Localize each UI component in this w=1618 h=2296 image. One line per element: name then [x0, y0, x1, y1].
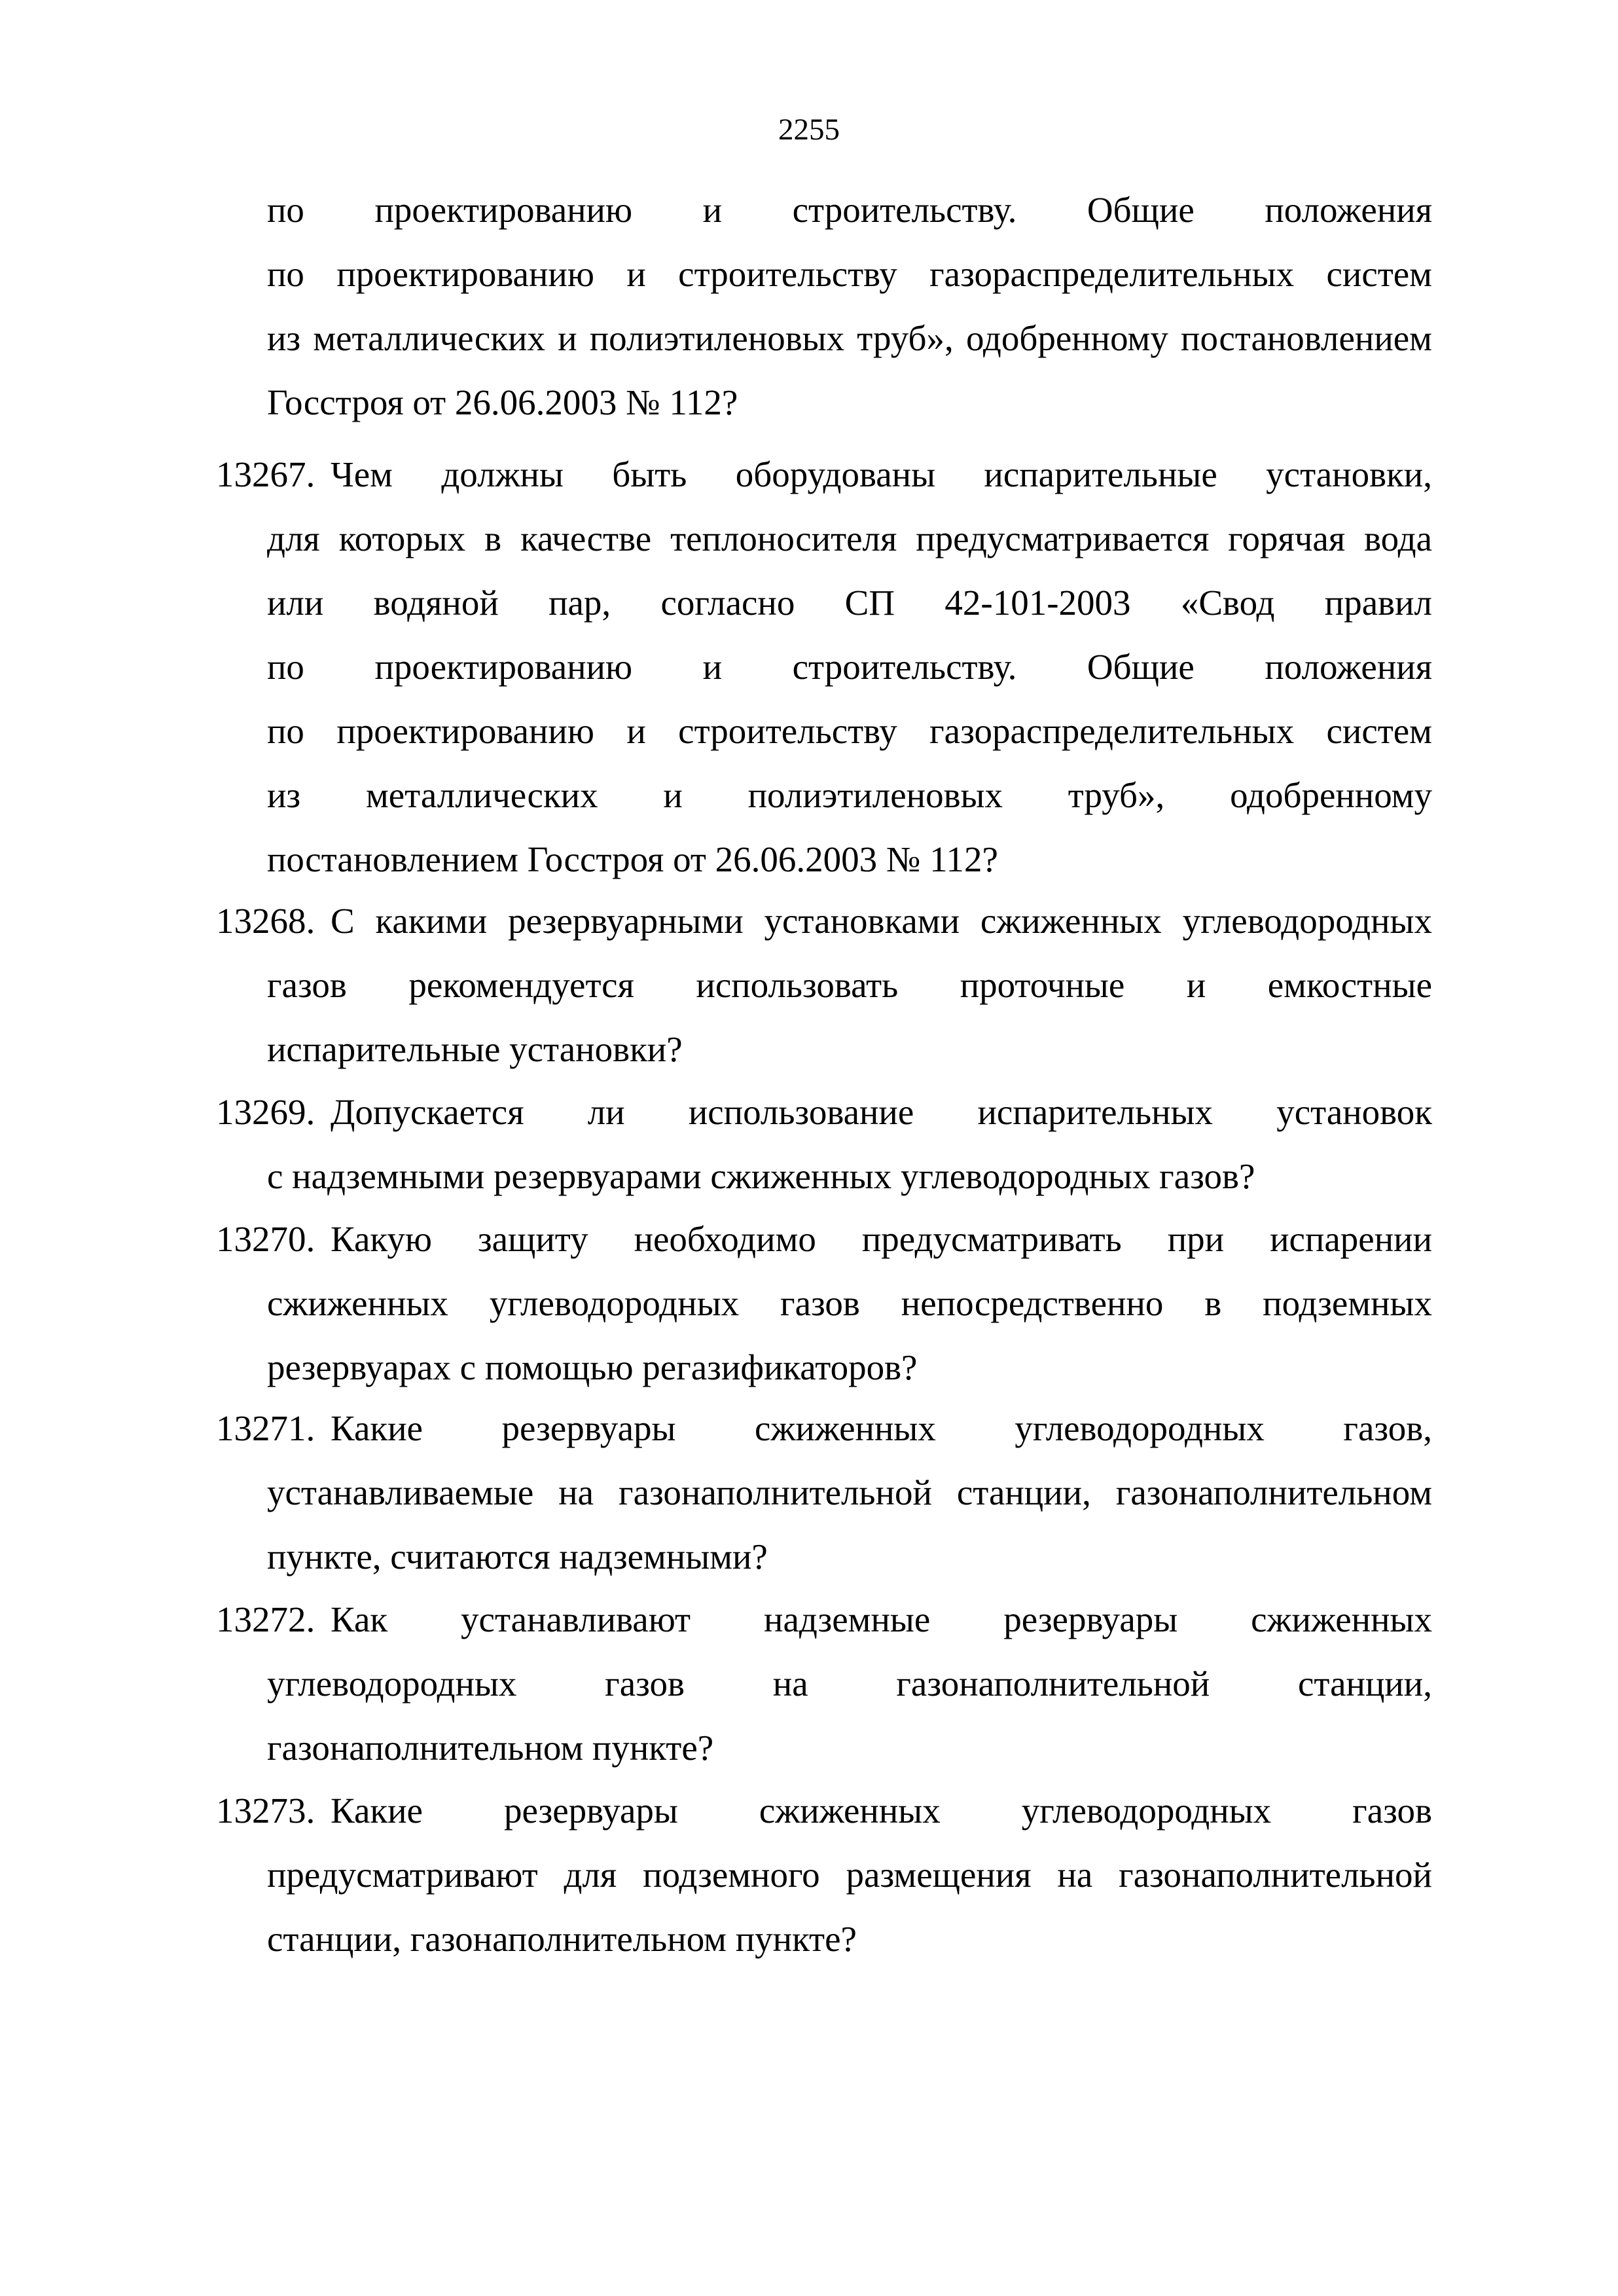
text-line: для которых в качестве теплоносителя предусматривается горячая вода [267, 519, 1432, 558]
text-line: Какие резервуары сжиженных углеводородных газов [331, 1791, 1432, 1831]
question-text [267, 507, 1432, 892]
question-first-line-wrap [331, 1779, 1432, 1843]
question-number: 13272. [216, 1599, 315, 1639]
text-line: С какими резервуарными установками сжиженных углеводородных [331, 901, 1432, 941]
question-number: 13268. [216, 901, 315, 941]
text-line: углеводородных газов на газонаполнительной станции, [267, 1664, 1432, 1704]
question-number: 13270. [216, 1219, 315, 1259]
question-text [267, 1144, 1432, 1209]
question-text [267, 953, 1432, 1082]
question-first-line-wrap [331, 1396, 1432, 1461]
text-line: сжиженных углеводородных газов непосредственно в подземных [267, 1283, 1432, 1323]
text-line: по проектированию и строительству. Общие положения [267, 190, 1432, 230]
text-line: испарительные установки? [267, 1029, 683, 1069]
text-line: Какую защиту необходимо предусматривать при испарении [331, 1219, 1432, 1259]
question-number: 13267. [216, 454, 315, 494]
text-line: пункте, считаются надземными? [267, 1537, 768, 1576]
question-first-line-wrap [331, 1207, 1432, 1271]
question-first-line-wrap [331, 889, 1432, 953]
text-line: Допускается ли использование испарительных установок [331, 1092, 1432, 1132]
text-line: газов рекомендуется использовать проточные и емкостные [267, 965, 1432, 1005]
question-text [267, 1652, 1432, 1780]
text-line: Как устанавливают надземные резервуары сжиженных [331, 1599, 1432, 1639]
text-line: из металлических и полиэтиленовых труб», одобренному постановлением [267, 318, 1432, 358]
text-line: предусматривают для подземного размещения на газонаполнительной [267, 1855, 1432, 1895]
text-line: газонаполнительном пункте? [267, 1728, 714, 1768]
question-text [267, 1461, 1432, 1589]
text-line: станции, газонаполнительном пункте? [267, 1919, 857, 1959]
question-text [267, 1271, 1432, 1400]
question-text [267, 1843, 1432, 1971]
text-line: устанавливаемые на газонаполнительной станции, газонаполнительном [267, 1472, 1432, 1512]
question-number: 13271. [216, 1408, 315, 1448]
text-line: по проектированию и строительству. Общие положения [267, 647, 1432, 687]
text-line: по проектированию и строительству газораспределительных систем [267, 711, 1432, 751]
text-line: с надземными резервуарами сжиженных углеводородных газов? [267, 1156, 1255, 1196]
text-line: резервуарах с помощью регазификаторов? [267, 1347, 918, 1387]
question-number: 13269. [216, 1092, 315, 1132]
question-first-line-wrap [331, 1080, 1432, 1144]
question-first-line-wrap [331, 443, 1432, 507]
text-line: Какие резервуары сжиженных углеводородных газов, [331, 1408, 1432, 1448]
text-line: по проектированию и строительству газораспределительных систем [267, 254, 1432, 294]
text-line: Чем должны быть оборудованы испарительные установки, [331, 454, 1432, 494]
continuation-text [267, 178, 1432, 435]
page-number: 2255 [778, 113, 840, 147]
text-line: или водяной пар, согласно СП 42-101-2003 «Свод правил [267, 583, 1432, 623]
text-line: из металлических и полиэтиленовых труб», одобренному [267, 775, 1432, 815]
text-line: Госстроя от 26.06.2003 № 112? [267, 382, 738, 422]
question-number: 13273. [216, 1791, 315, 1831]
question-first-line-wrap [331, 1588, 1432, 1652]
text-line: постановлением Госстроя от 26.06.2003 № 112? [267, 839, 998, 879]
